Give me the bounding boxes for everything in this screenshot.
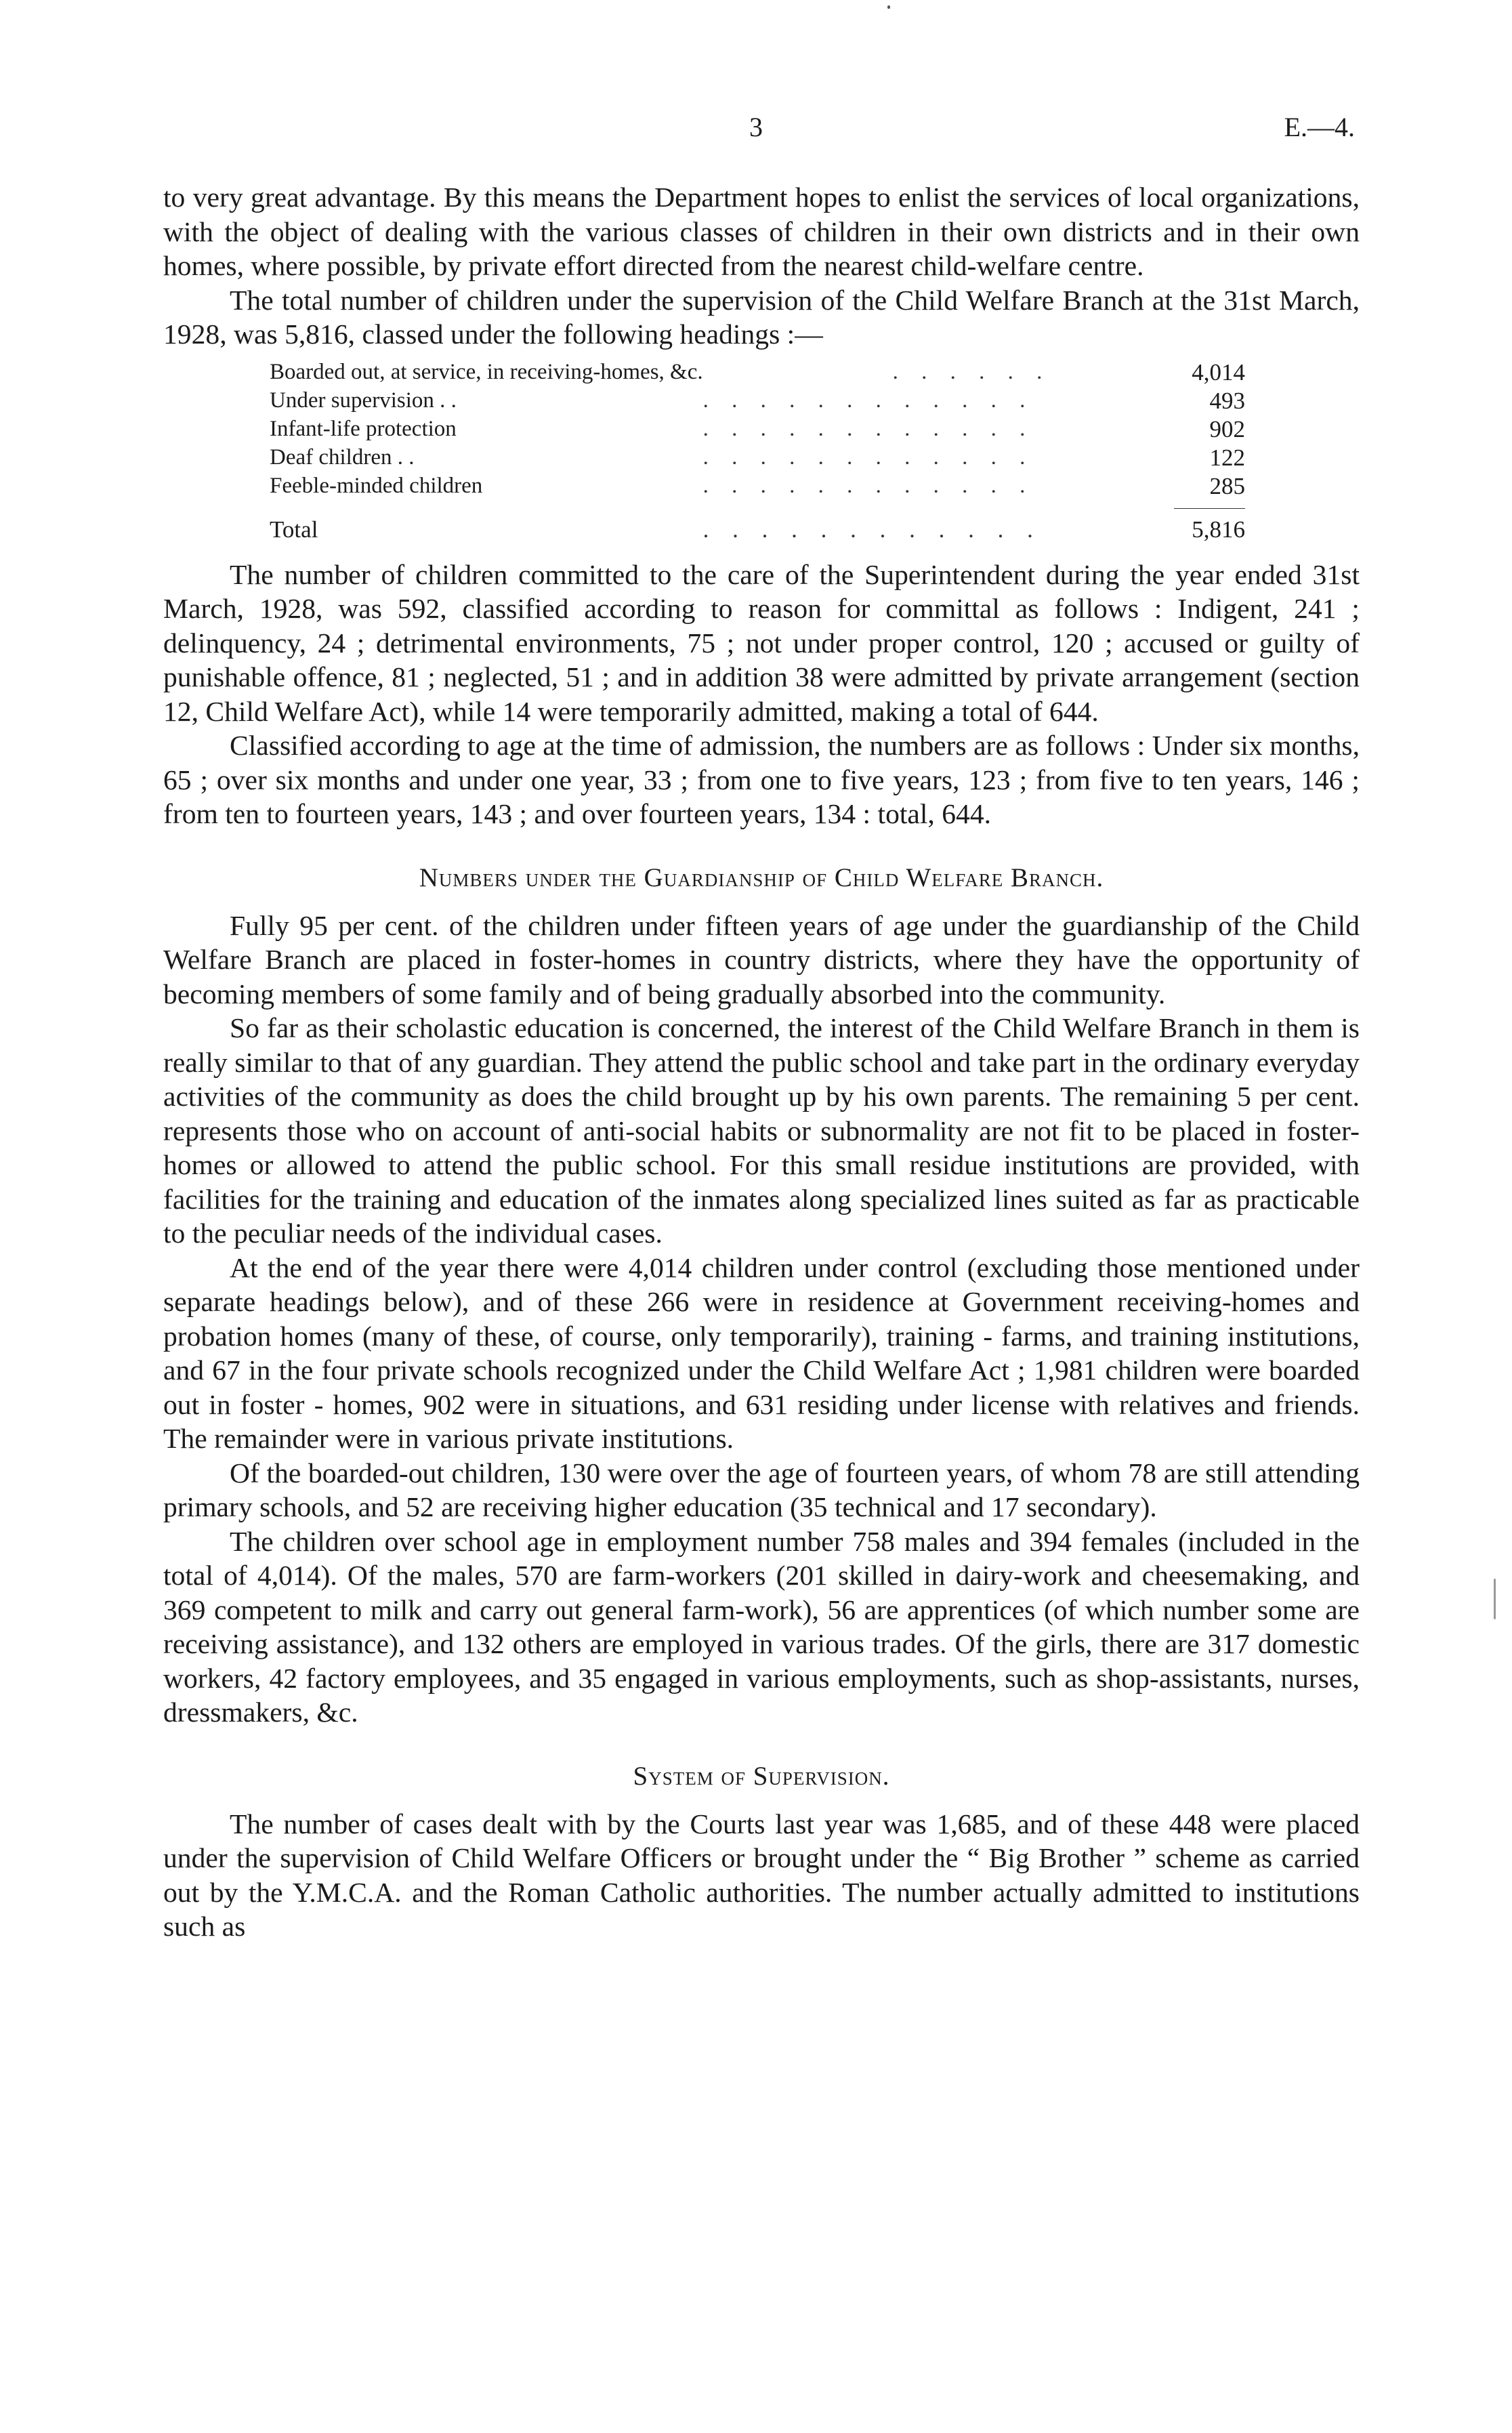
page-number: 3 [749, 112, 763, 142]
table-row [270, 472, 1245, 501]
row-label: Infant-life protection [270, 417, 457, 441]
paragraph: to very great advantage. By this means the Department hopes to enlist the services of local organizations, with the object of dealing with the various classes of children in their own districts and in their own homes, where possible, by private effort directed from the nearest child-welfare centre. [163, 182, 1360, 281]
total-label: Total [270, 516, 318, 543]
paragraph: Fully 95 per cent. of the children under fifteen years of age under the guardianship of the Child Welfare Branch are placed in foster-homes in country districts, where they have the opportunity of becoming members of some family and of being gradually absorbed into the community. [163, 909, 1360, 1010]
paragraph: Classified according to age at the time of admission, the numbers are as follows : Under six months, 65 ; over six months and under one year, 33 ; from one to five years, 123 ; from five to ten years, 146 ; from ten to fourteen years, 143 ; and over fourteen years, 134 : total, 644. [163, 730, 1360, 829]
row-label: Under supervision . . [270, 388, 457, 413]
table-total-row [270, 510, 1245, 549]
scan-speck [887, 5, 890, 9]
row-label: Deaf children . . [270, 445, 415, 470]
paragraph: Of the boarded-out children, 130 were over the age of fourteen years, of whom 78 are still attending primary schools, and 52 are receiving higher education (35 technical and 17 secondary). [163, 1457, 1360, 1522]
paragraph: The number of cases dealt with by the Courts last year was 1,685, and of these 448 were placed under the supervision of Child Welfare Officers or brought under the “ Big Brother ” scheme as carried out by the Y.M.C.A. and the Roman Catholic authorities. The number actually admitted to institutions such as [163, 1808, 1360, 1942]
leader-dots: . . . . . . . . . . . . [702, 388, 1034, 413]
sum-rule [1174, 508, 1245, 509]
leader-dots: . . . . . . . . . . . . [702, 417, 1034, 441]
leader-dots: . . . . . . . . . . . . [702, 445, 1034, 470]
section-heading: Numbers under the Guardianship of Child Welfare Branch. [419, 862, 1104, 892]
table-row [270, 415, 1245, 444]
row-value: 493 [1209, 387, 1245, 414]
row-label: Boarded out, at service, in receiving-homes, &c. [270, 360, 703, 384]
leader-dots: . . . . . . . . . . . . [702, 516, 1042, 543]
table-row [270, 358, 1245, 387]
paragraph: The number of children committed to the care of the Superintendent during the year ended 31st March, 1928, was 592, classified according to reason for committal as follows : Indigent, 241 ; delinquency, 24 ; detrimental environments, 75 ; not under proper control, 120 ; accused or guilty of punishable offence, 81 ; neglected, 51 ; and in addition 38 were admitted by private arrangement (section 12, Child Welfare Act), while 14 were temporarily admitted, making a total of 644. [163, 558, 1360, 727]
paragraph: So far as their scholastic education is concerned, the interest of the Child Welfare Branch in them is really similar to that of any guardian. They attend the public school and take part in the ordinary everyday activities of the community as does the child brought up by his own parents. The remaining 5 per cent. represents those who on account of anti-social habits or subnormality are not fit to be placed in foster-homes or allowed to attend the public school. For this small residue institutions are provided, with facilities for the training and education of the inmates along specialized lines suited as far as practicable to the peculiar needs of the individual cases. [163, 1012, 1360, 1249]
document-reference: E.—4. [1284, 112, 1355, 142]
children-headings-table [270, 358, 1245, 549]
row-value: 4,014 [1192, 358, 1245, 386]
body-top [163, 180, 1360, 1944]
row-value: 122 [1209, 444, 1245, 471]
paragraph: The total number of children under the supervision of the Child Welfare Branch at the 31st March, 1928, was 5,816, classed under the following headings :— [163, 284, 1360, 350]
row-value: 902 [1209, 415, 1245, 442]
row-value: 285 [1209, 472, 1245, 499]
paragraph: The children over school age in employment number 758 males and 394 females (included in the total of 4,014). Of the males, 570 are farm-workers (201 skilled in dairy-work and cheesemaking, and 369 competent to milk and carry out general farm-work), 56 are apprentices (of which number some are receiving assistance), and 132 others are employed in various trades. Of the girls, there are 317 domestic workers, 42 factory employees, and 35 engaged in various employments, such as shop-assistants, nurses, dressmakers, &c. [163, 1525, 1360, 1728]
row-label: Feeble-minded children [270, 474, 483, 498]
table-row [270, 387, 1245, 415]
section-heading: System of Supervision. [633, 1761, 890, 1791]
table-row [270, 444, 1245, 472]
total-value: 5,816 [1192, 516, 1245, 543]
scan-mark [1494, 1579, 1496, 1619]
paragraph: At the end of the year there were 4,014 children under control (excluding those mentioned under separate headings below), and of these 266 were in residence at Government receiving-homes and probation homes (many of these, of course, only temporarily), training - farms, and training institutions, and 67 in the four private schools recognized under the Child Welfare Act ; 1,981 children were boarded out in foster - homes, 902 were in situations, and 631 residing under license with relatives and friends. The remainder were in various private institutions. [163, 1251, 1360, 1454]
leader-dots: . . . . . . [892, 360, 1051, 384]
leader-dots: . . . . . . . . . . . . [702, 474, 1034, 498]
